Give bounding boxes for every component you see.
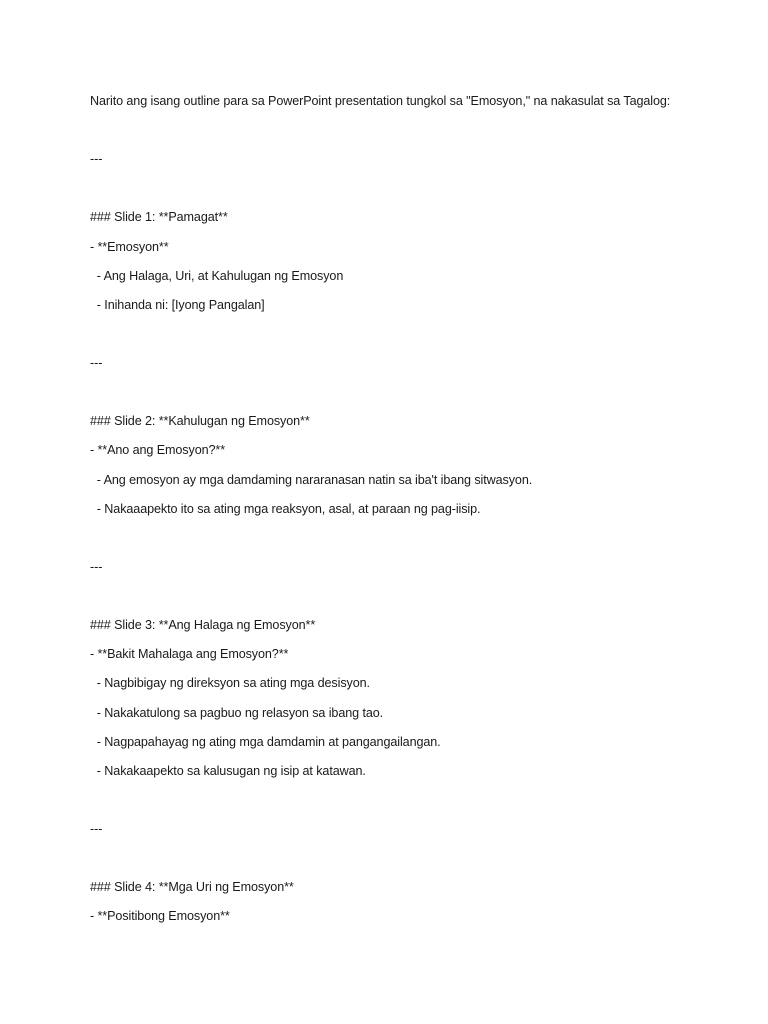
slide-3-subbullet: - Nagbibigay ng direksyon sa ating mga desisyon. xyxy=(90,676,370,690)
slide-3-heading: ### Slide 3: **Ang Halaga ng Emosyon** xyxy=(90,618,316,632)
slide-2-subbullet: - Nakaaapekto ito sa ating mga reaksyon, asal, at paraan ng pag-iisip. xyxy=(90,502,481,516)
intro-text: Narito ang isang outline para sa PowerPoint presentation tungkol sa "Emosyon," na nakasulat sa Tagalog: xyxy=(90,94,671,108)
slide-3-subbullet: - Nakakaapekto sa kalusugan ng isip at katawan. xyxy=(90,764,366,778)
slide-3-bullet: - **Bakit Mahalaga ang Emosyon?** xyxy=(90,647,289,661)
separator: --- xyxy=(90,560,103,574)
slide-1-subbullet: - Ang Halaga, Uri, at Kahulugan ng Emosyon xyxy=(90,269,344,283)
slide-3-subbullet: - Nagpapahayag ng ating mga damdamin at pangangailangan. xyxy=(90,735,441,749)
slide-4-heading: ### Slide 4: **Mga Uri ng Emosyon** xyxy=(90,880,294,894)
separator: --- xyxy=(90,822,103,836)
slide-2-heading: ### Slide 2: **Kahulugan ng Emosyon** xyxy=(90,414,310,428)
slide-1-heading: ### Slide 1: **Pamagat** xyxy=(90,210,228,224)
slide-2-bullet: - **Ano ang Emosyon?** xyxy=(90,443,226,457)
separator: --- xyxy=(90,152,103,166)
slide-2-subbullet: - Ang emosyon ay mga damdaming nararanasan natin sa iba't ibang sitwasyon. xyxy=(90,473,533,487)
slide-3-subbullet: - Nakakatulong sa pagbuo ng relasyon sa ibang tao. xyxy=(90,706,384,720)
slide-4-bullet: - **Positibong Emosyon** xyxy=(90,909,230,923)
slide-1-subbullet: - Inihanda ni: [Iyong Pangalan] xyxy=(90,298,265,312)
separator: --- xyxy=(90,356,103,370)
slide-1-bullet: - **Emosyon** xyxy=(90,240,169,254)
